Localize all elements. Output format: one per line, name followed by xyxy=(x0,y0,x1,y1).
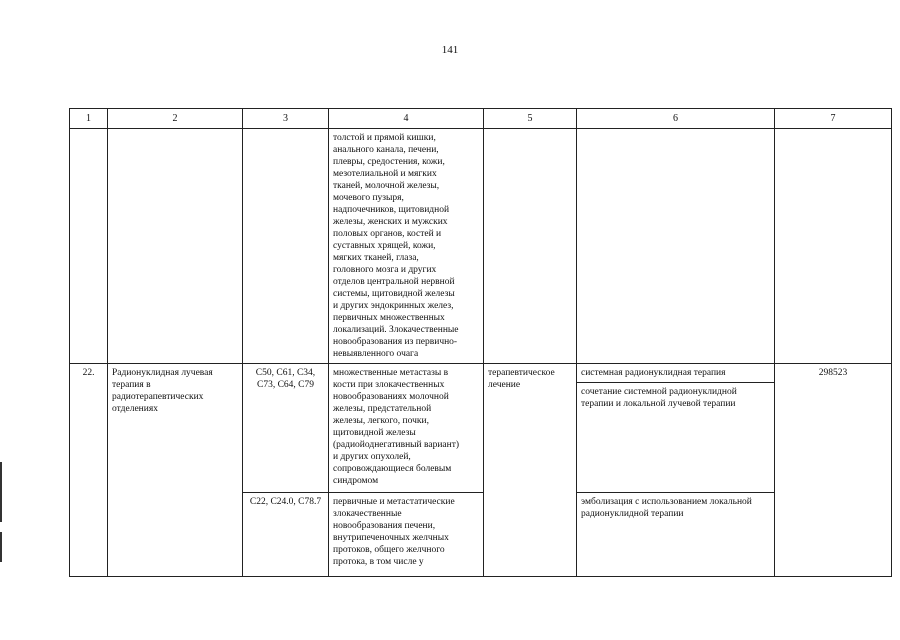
cont-col-3 xyxy=(243,129,329,364)
header-col-2: 2 xyxy=(108,109,243,129)
cont-col-2 xyxy=(108,129,243,364)
cont-col-6 xyxy=(577,129,775,364)
patient-model: первичные и метастатические злокачественные новообразования печени, внутрипеченочных желчных протоков, общего желчного протока, в том числе у xyxy=(333,497,455,567)
medical-care-table xyxy=(69,108,892,577)
patient-model-cell xyxy=(329,493,484,577)
treatment-method: сочетание системной радионуклидной терапии и локальной лучевой терапии xyxy=(581,387,737,409)
procedure-name: Радионуклидная лучевая терапия в радиотерапевтических отделениях xyxy=(112,368,213,414)
treatment-method: системная радионуклидная терапия xyxy=(577,364,774,383)
patient-model: множественные метастазы в кости при злокачественных новообразованиях молочной железы, предстательной железы, легкого, почки, щитовидной железы (радиойоднегативный вариант) и других опухолей, сопровождающиеся болевым синдромом xyxy=(333,368,460,486)
cost-value: 298523 xyxy=(818,368,848,378)
patient-model-cell xyxy=(329,364,484,493)
icd-codes-cell xyxy=(243,364,329,493)
procedure-name-cell xyxy=(108,364,243,577)
row-number: 22. xyxy=(82,368,95,378)
scan-edge-mark xyxy=(0,462,2,522)
header-col-3: 3 xyxy=(243,109,329,129)
header-col-5: 5 xyxy=(484,109,577,129)
scan-edge-mark xyxy=(0,532,2,562)
treatment-method-cell xyxy=(577,493,775,577)
cost-cell xyxy=(775,364,892,577)
icd-codes: C50, C61, C34, C73, C64, C79 xyxy=(255,368,316,390)
treatment-method-cell xyxy=(577,364,775,493)
row-number-cell xyxy=(70,364,108,577)
header-col-7: 7 xyxy=(775,109,892,129)
treatment-method: эмболизация с использованием локальной радионуклидной терапии xyxy=(581,497,752,519)
icd-codes: C22, C24.0, C78.7 xyxy=(249,497,322,507)
page-number: 141 xyxy=(441,44,459,56)
header-col-4: 4 xyxy=(329,109,484,129)
header-row xyxy=(70,109,892,129)
cont-col-7 xyxy=(775,129,892,364)
patient-model-text: толстой и прямой кишки, анального канала, печени, плевры, средостения, кожи, мезотелиальной и мягких тканей, молочной железы, мочевого пузыря, надпочечников, щитовидной железы, женских и мужских половых органов, костей и суставных хрящей, кожи, мягких тканей, глаза, головного мозга и других отделов центральной нервной системы, щитовидной железы и других эндокринных желез, первичных множественных локализаций. Злокачественные новообразования из первично- невыявленного очага xyxy=(333,133,459,359)
continuation-row xyxy=(70,129,892,364)
header-col-6: 6 xyxy=(577,109,775,129)
cont-col-5 xyxy=(484,129,577,364)
treatment-type: терапевтическое лечение xyxy=(488,368,555,390)
table-row-22 xyxy=(70,364,892,493)
cont-col-1 xyxy=(70,129,108,364)
header-col-1: 1 xyxy=(70,109,108,129)
cont-col-4 xyxy=(329,129,484,364)
treatment-type-cell xyxy=(484,364,577,577)
icd-codes-cell xyxy=(243,493,329,577)
